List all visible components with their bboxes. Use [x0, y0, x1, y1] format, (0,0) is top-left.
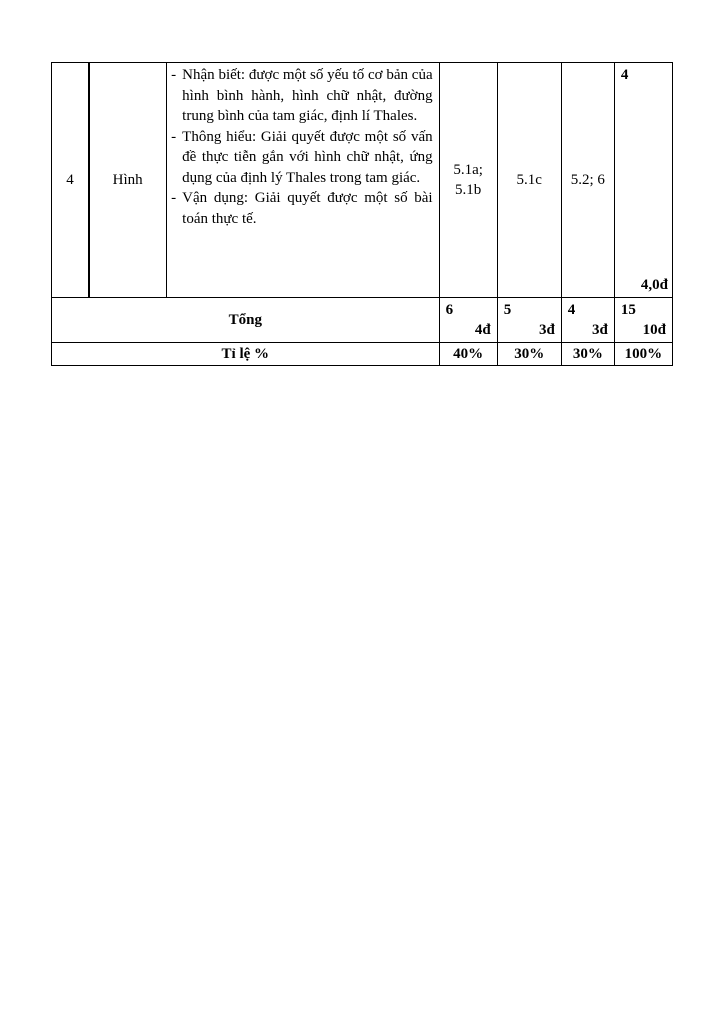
- total-score: 10đ: [642, 321, 666, 338]
- assessment-matrix-table: [51, 62, 673, 366]
- questions-level-2: 5.1c: [497, 63, 561, 298]
- ratio-label: Tỉ lệ %: [52, 343, 440, 366]
- content-item-recognition: - Nhận biết: được một số yếu tố cơ bản của hình bình hành, hình chữ nhật, đường trung bình của tam giác, định lí Thales.: [171, 65, 432, 127]
- content-item-understanding: - Thông hiểu: Giải quyết được một số vấn đề thực tiễn gắn với hình chữ nhật, ứng dụng của định lý Thales trong tam giác.: [171, 127, 432, 189]
- questions-level-1: [439, 63, 497, 298]
- total-score: 3đ: [592, 321, 608, 338]
- total-count: 6: [445, 302, 454, 318]
- total-count: 5: [503, 302, 512, 318]
- content-item-application: - Vận dụng: Giải quyết được một số bài toán thực tế.: [171, 188, 432, 229]
- table-row-total: [52, 298, 673, 343]
- ratio-sum: 100%: [614, 343, 672, 366]
- ratio-level-1: 40%: [439, 343, 497, 366]
- total-score: 3đ: [538, 321, 555, 338]
- total-count: 4: [567, 302, 576, 318]
- topic-question-count: 4: [620, 67, 629, 83]
- total-count: 15: [620, 302, 636, 318]
- topic-score: 4,0đ: [640, 276, 668, 293]
- questions-level-3: 5.2; 6: [561, 63, 614, 298]
- total-cell-level-1: [439, 298, 497, 343]
- table-row-ratio: [52, 343, 673, 366]
- ratio-level-3: 30%: [561, 343, 614, 366]
- total-cell-sum: [614, 298, 672, 343]
- total-cell-level-3: [561, 298, 614, 343]
- table-row-topic-4: [52, 63, 673, 298]
- topic-name: Hình: [89, 63, 167, 298]
- questions-level-1-text: 5.1a; 5.1b: [453, 161, 483, 198]
- row-number: 4: [52, 63, 89, 298]
- content-cell: [167, 63, 439, 298]
- topic-total-cell: [614, 63, 672, 298]
- total-score: 4đ: [474, 321, 491, 338]
- ratio-level-2: 30%: [497, 343, 561, 366]
- total-label: Tổng: [52, 298, 440, 343]
- inner-column-rule: [89, 62, 90, 297]
- total-cell-level-2: [497, 298, 561, 343]
